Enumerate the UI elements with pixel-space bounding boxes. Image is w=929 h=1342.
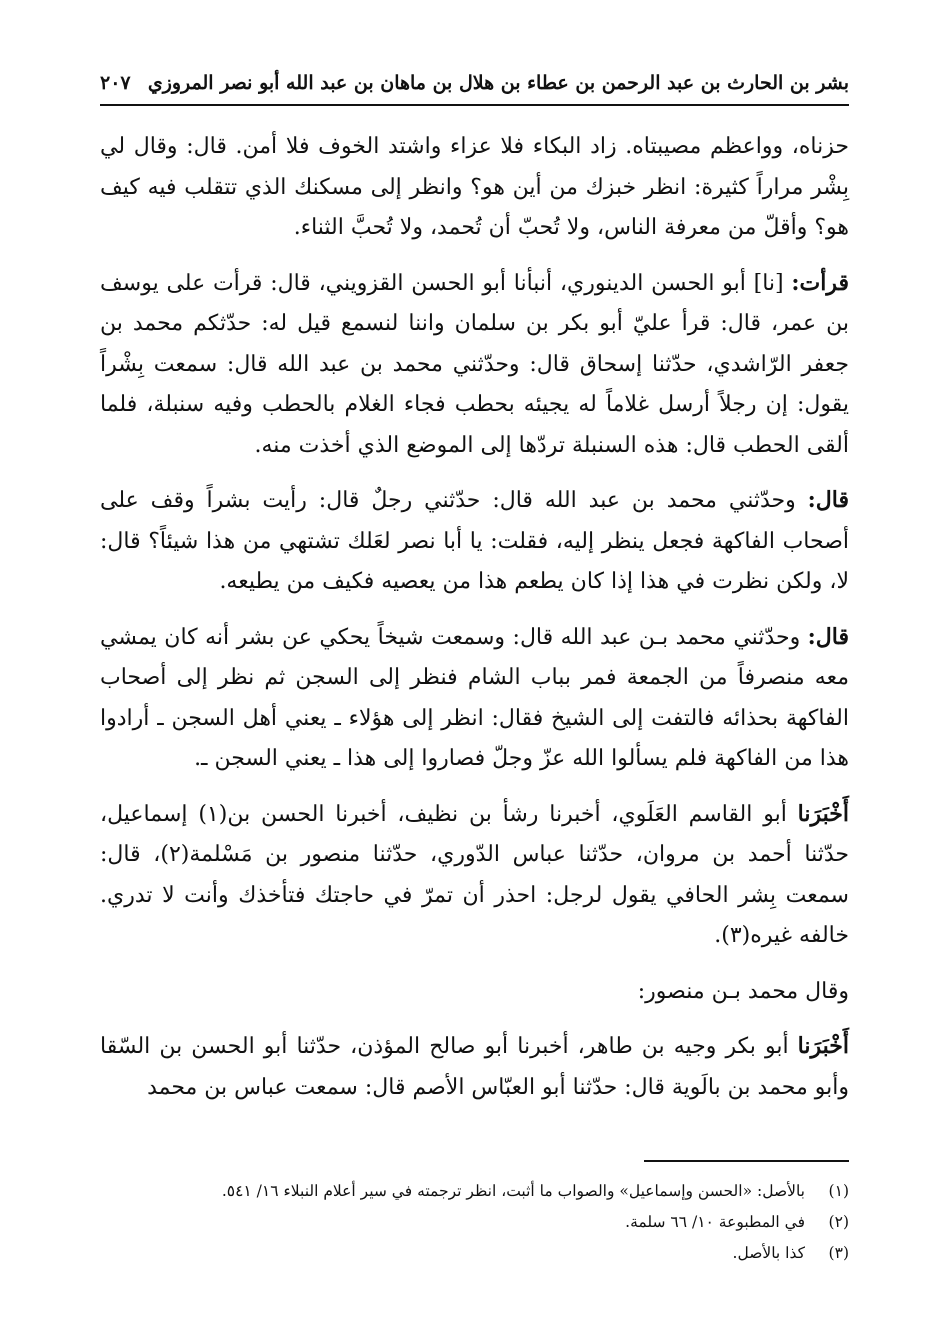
paragraph: [100, 794, 849, 957]
paragraph-text: وحدّثني محمد بن عبد الله قال: حدّثني رجلٌ قال: رأيت بشراً وقف على أصحاب الفاكهة فجعل ينظر إليه، فقلت: يا أبا نصر لعَلك تشتهي من هذا شيئاً؟ قال: لا، ولكن نظرت في هذا إذا كان يطعم هذا من يعصيه فكيف من يطيعه.: [100, 488, 849, 594]
paragraph: [100, 971, 849, 1013]
footnote-number: (١): [828, 1182, 849, 1200]
running-title: بشر بن الحارث بن عبد الرحمن بن عطاء بن هلال بن ماهان بن عبد الله أبو نصر المروزي: [147, 72, 849, 94]
paragraph-text: وحدّثني محمد بـن عبد الله قال: وسمعت شيخاً يحكي عن بشر أنه كان يمشي معه منصرفاً من الجمعة فمر بباب الشام فنظر إلى السجن ثم نظر إلى أصحاب الفاكهة بحذائه فالتفت إلى الشيخ فقال: انظر إلى هؤلاء ـ يعني أهل السجن ـ أرادوا هذا من الفاكهة فلم يسألوا الله عزّ وجلّ فصاروا إلى هذا ـ يعني السجن ـ.: [100, 624, 849, 771]
main-text: [100, 126, 849, 1108]
footnotes: [100, 1176, 849, 1269]
paragraph: [100, 1026, 849, 1108]
paragraph-lead: قرأت:: [791, 269, 849, 296]
footnote-text: في المطبوعة ١٠/ ٦٦ سلمة.: [625, 1213, 805, 1231]
footnote-number: (٣): [828, 1244, 849, 1262]
paragraph-lead: أَخْبَرَنا: [797, 1033, 849, 1059]
footnote-number: (٢): [828, 1213, 849, 1231]
paragraph-text: [نا] أبو الحسن الدينوري، أنبأنا أبو الحسن القزويني، قال: قرأت على يوسف بن عمر، قال: قرأ عليّ أبو بكر بن سلمان واننا لنسمع قيل له: حدّثكم محمد بن جعفر الرّاشدي، حدّثنا إسحاق قال: وحدّثني محمد بن عبد الله قال: سمعت بِشْراً يقول: إن رجلاً أرسل غلاماً له يجيئه بحطب فجاء الغلام بالحطب وفيه سنبلة، فلما ألقى الحطب قال: هذه السنبلة تردّها إلى الموضع الذي أخذت منه.: [100, 270, 849, 458]
paragraph-text: وقال محمد بـن منصور:: [637, 978, 849, 1004]
paragraph: [100, 617, 849, 780]
paragraph: [100, 480, 849, 603]
footnote: [100, 1176, 849, 1207]
page-number: ٢٠٧: [100, 72, 131, 94]
header-rule: [100, 104, 849, 106]
running-header: [100, 62, 849, 104]
paragraph-lead: قال:: [807, 487, 849, 513]
paragraph-text: أبو القاسم العَلَوي، أخبرنا رشأ بن نظيف، أخبرنا الحسن بن(١) إسماعيل، حدّثنا أحمد بن مروان، حدّثنا عباس الدّوري، حدّثنا منصور بن مَسْلمة(٢)، قال: سمعت بِشر الحافي يقول لرجل: احذر أن تمرّ في حاجتك فتأخذك وأنت لا تدري. خالفه غيره(٣).: [100, 801, 849, 948]
paragraph-text: أبو بكر وجيه بن طاهر، أخبرنا أبو صالح المؤذن، حدّثنا أبو الحسن بن السّقا وأبو محمد بن بالَوية قال: حدّثنا أبو العبّاس الأصم قال: سمعت عباس بن محمد: [100, 1034, 849, 1100]
footnote-rule: [644, 1160, 849, 1162]
footnote-text: بالأصل: «الحسن وإسماعيل» والصواب ما أثبت، انظر ترجمته في سير أعلام النبلاء ١٦/ ٥٤١.: [221, 1182, 805, 1200]
footnote-text: كذا بالأصل.: [732, 1244, 805, 1262]
footnote: [100, 1207, 849, 1238]
paragraph-lead: أَخْبَرَنا: [797, 800, 849, 827]
paragraph: [100, 126, 849, 249]
paragraph-text: حزناه، وواعظم مصيبتاه. زاد البكاء فلا عزاء واشتد الخوف فلا أمن. قال: وقال لي بِشْر مراراً كثيرة: انظر خبزك من أين هو؟ وانظر إلى مسكنك الذي تتقلب فيه كيف هو؟ وأقلّ من معرفة الناس، ولا تُحبّ أن تُحمد، ولا تُحبَّ الثناء.: [100, 134, 849, 240]
paragraph: [100, 263, 849, 467]
paragraph-lead: قال:: [807, 623, 849, 650]
footnote: [100, 1238, 849, 1269]
